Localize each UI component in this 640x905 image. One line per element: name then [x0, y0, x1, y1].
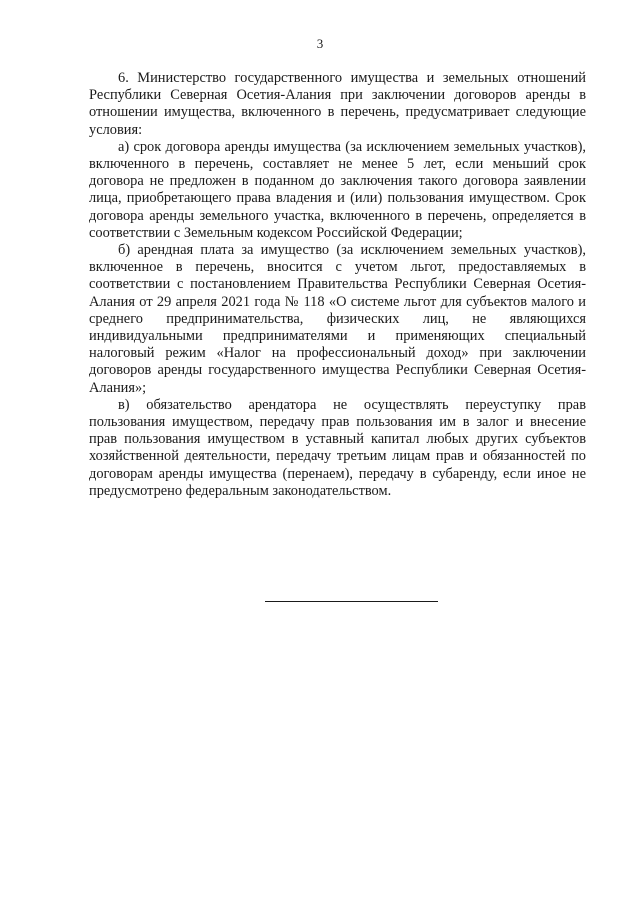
- paragraph-b-rent-benefits: б) арендная плата за имущество (за исключением земельных участков), включенное в перечень, вносится с учетом льгот, предоставляемых в соответствии с постановлением Правительства Республики Северная Осетия-Алания от 29 апреля 2021 года № 118 «О системе льгот для субъектов малого и среднего предпринимательства, физических лиц, не являющихся индивидуальными предпринимателями и применяющих специальный налоговый режим «Налог на профессиональный доход» при заключении договоров аренды государственного имущества Республики Северная Осетия-Алания»;: [89, 242, 586, 396]
- document-body: [89, 70, 586, 500]
- paragraph-c-tenant-obligations: в) обязательство арендатора не осуществлять переуступку прав пользования имуществом, передачу прав пользования им в залог и внесение прав пользования имуществом в уставный капитал любых других субъектов хозяйственной деятельности, передачу третьим лицам прав и обязанностей по договорам аренды имущества (перенаем), передачу в субаренду, если иное не предусмотрено федеральным законодательством.: [89, 396, 586, 499]
- page-number: 3: [316, 36, 324, 51]
- end-separator-line: [265, 601, 438, 602]
- paragraph-6-lease-conditions: 6. Министерство государственного имущества и земельных отношений Республики Северная Осетия-Алания при заключении договоров аренды в отношении имущества, включенного в перечень, предусматривает следующие условия:: [89, 70, 586, 138]
- paragraph-a-lease-term: а) срок договора аренды имущества (за исключением земельных участков), включенного в перечень, составляет не менее 5 лет, если меньший срок договора не предложен в поданном до заключения такого договора заявлении лица, приобретающего права владения и (или) пользования имуществом. Срок договора аренды земельного участка, включенного в перечень, определяется в соответствии с Земельным кодексом Российской Федерации;: [89, 138, 586, 241]
